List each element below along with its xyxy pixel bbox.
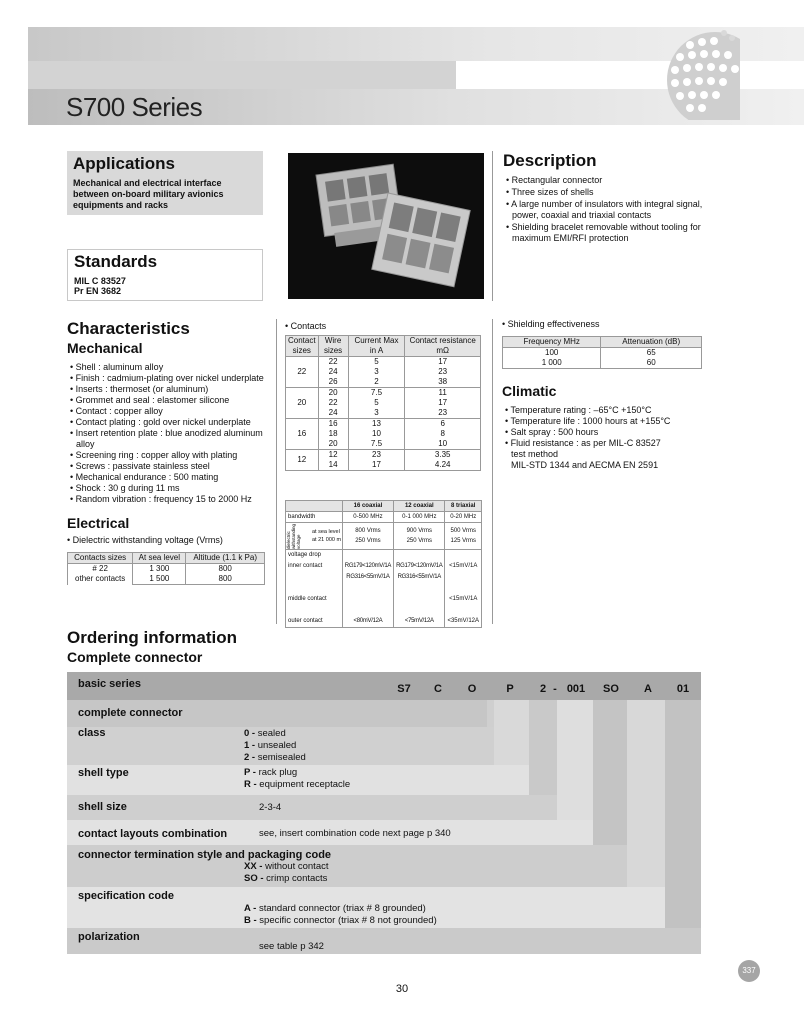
class-option: 2 - semisealed xyxy=(244,752,306,763)
stair-step xyxy=(665,700,701,928)
shell-type-option: R - equipment receptacle xyxy=(244,779,351,790)
code-specification: A xyxy=(644,683,652,695)
ordering-heading: Ordering information xyxy=(67,628,237,647)
description-section xyxy=(503,151,703,244)
table-cell: 800 Vrms 250 Vrms xyxy=(342,523,393,550)
table-cell: 11 17 23 xyxy=(405,388,481,419)
table-header: Frequency MHz xyxy=(503,337,601,348)
description-heading: Description xyxy=(503,151,597,170)
coax-table xyxy=(285,500,482,628)
shielding-section xyxy=(502,319,702,471)
climatic-item: • Fluid resistance : as per MIL-C 83527 xyxy=(505,438,661,448)
climatic-item: • Temperature rating : –65°C +150°C xyxy=(505,405,652,415)
contacts-label: • Contacts xyxy=(285,321,327,331)
shell-type-label: shell type xyxy=(78,767,129,779)
header-band-dark xyxy=(28,61,456,89)
page-title: S700 Series xyxy=(66,92,203,122)
polarization-label: polarization xyxy=(78,931,140,943)
stair-step xyxy=(487,700,494,727)
table-cell: RG179<120mV/1A RG316<55mV/1A <80mV/12A xyxy=(342,550,393,628)
code-polarization: 01 xyxy=(676,683,690,695)
table-header: Current Max in A xyxy=(348,336,405,357)
table-cell: 0-500 MHz xyxy=(342,512,393,523)
table-cell: 16 xyxy=(286,419,319,450)
table-cell: 100 1 000 xyxy=(503,348,601,369)
table-row xyxy=(286,357,481,388)
class-options xyxy=(244,728,306,764)
characteristics-heading: Characteristics xyxy=(67,319,190,338)
code-series: S7 xyxy=(397,683,411,695)
shell-size-row xyxy=(67,795,557,820)
table-cell: 5 3 2 xyxy=(348,357,405,388)
contact-layouts-value: see, insert combination code next page p 340 xyxy=(259,828,451,839)
table-cell: 3.35 4.24 xyxy=(405,450,481,471)
table-row xyxy=(503,348,702,369)
mechanical-item: • Finish : cadmium-plating over nickel underplate xyxy=(70,373,264,383)
mechanical-item: • Contact plating : gold over nickel underplate xyxy=(70,417,251,427)
dielectric-conditions: at sea level at 21 000 m xyxy=(312,529,342,543)
table-cell: <15mV/1A <15mV/1A <35mV/12A xyxy=(445,550,482,628)
table-cell: 20 22 24 xyxy=(318,388,348,419)
standards-list xyxy=(74,276,126,296)
code-layout: 001 xyxy=(566,683,586,695)
table-header: Contact resistance mΩ xyxy=(405,336,481,357)
mechanical-item: • Contact : copper alloy xyxy=(70,406,163,416)
divider xyxy=(492,319,493,624)
mechanical-item: • Mechanical endurance : 500 mating xyxy=(70,472,219,482)
divider xyxy=(276,319,277,624)
table-cell: 900 Vrms 250 Vrms xyxy=(394,523,445,550)
code-termination: SO xyxy=(603,683,619,695)
standard-item: Pr EN 3682 xyxy=(74,286,122,296)
table-header: 8 triaxial xyxy=(445,501,482,512)
stair-step xyxy=(557,700,593,820)
complete-connector-label: complete connector xyxy=(78,707,183,719)
table-cell xyxy=(286,523,343,550)
table-cell: 23 17 xyxy=(348,450,405,471)
characteristics-section xyxy=(67,319,267,585)
table-cell: 7.5 5 3 xyxy=(348,388,405,419)
description-item: • Three sizes of shells xyxy=(506,187,594,197)
stair-step xyxy=(593,700,627,845)
page-badge: 337 xyxy=(738,960,760,982)
table-header: Wire sizes xyxy=(318,336,348,357)
code-dash: - xyxy=(553,683,557,695)
climatic-item: • Temperature life : 1000 hours at +155°C xyxy=(505,416,671,426)
table-cell: 0-1 000 MHz xyxy=(394,512,445,523)
applications-heading: Applications xyxy=(73,154,176,173)
mechanical-item: • Inserts : thermoset (or aluminum) xyxy=(70,384,209,394)
table-row xyxy=(286,388,481,419)
description-item: • Shielding bracelet removable without tooling for maximum EMI/RFI protection xyxy=(506,222,701,243)
table-cell: 22 24 26 xyxy=(318,357,348,388)
contacts-table xyxy=(285,335,481,471)
table-row xyxy=(286,523,482,550)
divider xyxy=(492,151,493,301)
table-cell: 6 8 10 xyxy=(405,419,481,450)
shell-size-label: shell size xyxy=(78,801,127,813)
table-header: At sea level xyxy=(133,553,186,564)
dielectric-table xyxy=(67,552,265,585)
class-option: 0 - sealed xyxy=(244,728,286,739)
table-header: Contact sizes xyxy=(286,336,319,357)
table-header xyxy=(286,501,343,512)
code-o: O xyxy=(467,683,477,695)
table-cell: 800 800 xyxy=(186,564,265,585)
specification-option: B - specific connector (triax # 8 not grounded) xyxy=(244,915,437,926)
ordering-subheading: Complete connector xyxy=(67,649,203,665)
climatic-item: MIL-STD 1344 and AECMA EN 2591 xyxy=(511,460,659,470)
class-label: class xyxy=(78,727,106,739)
polarization-row xyxy=(67,928,701,954)
class-option: 1 - unsealed xyxy=(244,740,297,751)
mechanical-item: • Random vibration : frequency 15 to 2000 Hz xyxy=(70,494,252,504)
table-header: Contacts sizes xyxy=(68,553,133,564)
electrical-item: • Dielectric withstanding voltage (Vrms) xyxy=(67,535,223,545)
table-cell: RG179<120mV/1A RG316<55mV/1A <75mV/12A xyxy=(394,550,445,628)
table-header: Altitude (1.1 k Pa) xyxy=(186,553,265,564)
coax-section xyxy=(285,500,482,628)
table-cell: 16 18 20 xyxy=(318,419,348,450)
table-cell: # 22 other contacts xyxy=(68,564,133,585)
climatic-item: • Salt spray : 500 hours xyxy=(505,427,599,437)
mechanical-item: • Screws : passivate stainless steel xyxy=(70,461,210,471)
connector-photo xyxy=(288,153,484,299)
table-cell: voltage drop inner contact middle contact outer contact xyxy=(286,550,343,628)
specification-option: A - standard connector (triax # 8 grounded) xyxy=(244,903,426,914)
basic-series-label: basic series xyxy=(78,678,141,690)
standards-heading: Standards xyxy=(74,252,158,271)
connector-image-icon xyxy=(288,153,484,299)
contact-layouts-label: contact layouts combination xyxy=(78,828,228,840)
table-cell: 20 xyxy=(286,388,319,419)
polarization-value: see table p 342 xyxy=(259,941,324,952)
table-cell: 13 10 7.5 xyxy=(348,419,405,450)
mechanical-item: • Screening ring : copper alloy with plating xyxy=(70,450,238,460)
contacts-section xyxy=(285,321,482,471)
table-cell: 22 xyxy=(286,357,319,388)
description-item: • Rectangular connector xyxy=(506,175,603,185)
table-cell: 500 Vrms 125 Vrms xyxy=(445,523,482,550)
dielectric-label: dielectric withstanding voltage xyxy=(286,523,301,549)
table-row xyxy=(286,550,482,628)
mechanical-heading: Mechanical xyxy=(67,340,143,356)
specification-label: specification code xyxy=(78,890,174,902)
shielding-table xyxy=(502,336,702,369)
code-class-c: C xyxy=(434,683,442,695)
table-row xyxy=(286,450,481,471)
code-shell-type: P xyxy=(506,683,514,695)
table-cell: 65 60 xyxy=(601,348,702,369)
table-row xyxy=(286,419,481,450)
table-header: 12 coaxial xyxy=(394,501,445,512)
stair-step xyxy=(627,700,665,887)
table-row xyxy=(68,564,265,585)
shell-type-option: P - rack plug xyxy=(244,767,298,778)
stair-step xyxy=(529,700,557,795)
electrical-heading: Electrical xyxy=(67,515,130,531)
table-cell: 1 300 1 500 xyxy=(133,564,186,585)
table-cell: 17 23 38 xyxy=(405,357,481,388)
mechanical-item: • Grommet and seal : elastomer silicone xyxy=(70,395,230,405)
climatic-heading: Climatic xyxy=(502,383,557,399)
climatic-item: test method xyxy=(511,449,559,459)
shell-size-value: 2-3-4 xyxy=(259,802,282,813)
shell-type-options xyxy=(244,767,350,791)
table-cell: 12 xyxy=(286,450,319,471)
code-shell-size: 2 xyxy=(539,683,547,695)
table-row xyxy=(286,512,482,523)
mechanical-item: • Insert retention plate : blue anodized aluminum alloy xyxy=(70,428,263,449)
dots-logo-icon xyxy=(620,30,740,120)
termination-label: connector termination style and packaging code xyxy=(78,849,332,861)
table-cell: 0-20 MHz xyxy=(445,512,482,523)
termination-option: XX - without contact xyxy=(244,861,329,872)
table-cell: 12 14 xyxy=(318,450,348,471)
specification-options xyxy=(244,903,437,927)
standard-item: MIL C 83527 xyxy=(74,276,126,286)
mechanical-item: • Shock : 30 g during 11 ms xyxy=(70,483,180,493)
description-item: • A large number of insulators with integral signal, power, coaxial and triaxial contacts xyxy=(506,199,703,220)
applications-text: Mechanical and electrical interface between on-board military avionics equipments and racks xyxy=(73,178,224,210)
mechanical-item: • Shell : aluminum alloy xyxy=(70,362,164,372)
shielding-label: • Shielding effectiveness xyxy=(502,319,600,329)
table-cell: bandwidth xyxy=(286,512,343,523)
page-number: 30 xyxy=(395,983,409,995)
termination-option: SO - crimp contacts xyxy=(244,873,328,884)
stair-step xyxy=(494,700,529,765)
standards-box xyxy=(67,249,263,301)
table-header: Attenuation (dB) xyxy=(601,337,702,348)
termination-options xyxy=(244,861,329,885)
table-header: 16 coaxial xyxy=(342,501,393,512)
applications-box xyxy=(67,151,263,215)
